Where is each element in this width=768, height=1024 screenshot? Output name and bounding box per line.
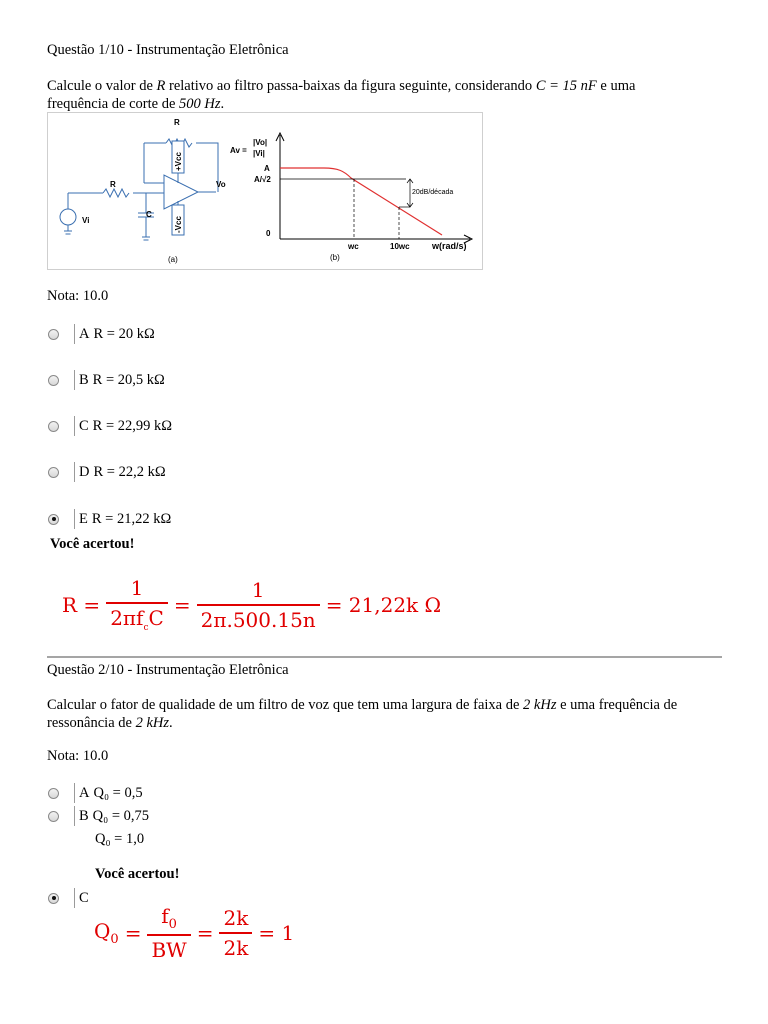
question-separator	[47, 656, 722, 658]
label-c: C	[146, 210, 152, 219]
question-2-option-a[interactable]: A Q₀ = 0,5	[48, 782, 143, 804]
radio-option-d[interactable]	[48, 467, 59, 478]
label-av: Av =	[230, 146, 247, 155]
q2-formula-fraction-2: $\frac{2k}{2k}$	[219, 906, 252, 960]
question-2-option-b[interactable]: B Q₀ = 0,75	[48, 805, 149, 827]
question-1-option-b[interactable]: B R = 20,5 kΩ	[48, 369, 165, 391]
caption-a: (a)	[168, 255, 178, 264]
option-d-text: R = 22,2 kΩ	[93, 463, 166, 480]
label-a: A	[264, 164, 270, 173]
response-curve	[280, 168, 442, 235]
question-2-hint: Q₀ = 1,0	[95, 831, 145, 847]
question-2-header: Questão 2/10 - Instrumentação Eletrônica	[47, 662, 289, 678]
option-b-text: R = 20,5 kΩ	[92, 371, 165, 388]
label-av-num: |Vo|	[253, 138, 268, 147]
radio-option-b[interactable]	[48, 375, 59, 386]
q2-option-b-text: Q₀ = 0,75	[92, 807, 150, 824]
question-1-nota: Nota: 10.0	[47, 288, 109, 304]
filter-figure-svg	[48, 113, 482, 269]
q2-option-a-text: Q₀ = 0,5	[93, 784, 143, 801]
question-1-option-a[interactable]: A R = 20 kΩ	[48, 323, 155, 345]
label-vo: Vo	[216, 180, 226, 189]
question-1-prompt: Calcule o valor de R relativo ao filtro passa-baixas da figura seguinte, considerando C = 15 nF e uma	[47, 78, 636, 94]
question-1-formula: R = $\frac{1}{2\pi f_cC}$ = $\frac{1}{2\pi.500.15n}$ = 21,22k Ω	[62, 576, 442, 633]
question-1-option-e[interactable]: E R = 21,22 kΩ	[48, 508, 171, 530]
radio-option-a[interactable]	[48, 329, 59, 340]
formula-fraction-2: $\frac{1}{2\pi.500.15n}$	[197, 578, 320, 632]
frequency-response-plot	[276, 133, 472, 243]
q2-formula-fraction-1: $\frac{f_0}{BW}$	[147, 904, 190, 962]
label-vcc-negative: -Vcc	[174, 216, 183, 233]
question-1-option-d[interactable]: D R = 22,2 kΩ	[48, 461, 166, 483]
question-2-formula: $Q_0$ = $\frac{f_0}{BW}$ = $\frac{2k}{2k}$ = 1	[94, 904, 295, 962]
label-x-axis: w(rad/s)	[432, 241, 467, 251]
label-zero: 0	[266, 229, 271, 238]
caption-b: (b)	[330, 253, 340, 262]
question-2-prompt: Calcular o fator de qualidade de um filtro de voz que tem uma largura de faixa de 2 kHz e uma frequência de	[47, 697, 678, 713]
label-av-den: |Vi|	[253, 149, 265, 158]
label-vcc-positive: +Vcc	[174, 152, 183, 171]
radio-q2-option-a[interactable]	[48, 788, 59, 799]
question-2-option-c[interactable]: C	[48, 887, 93, 909]
filter-figure	[47, 112, 483, 270]
label-wc: wc	[348, 242, 359, 251]
option-a-text: R = 20 kΩ	[93, 325, 155, 342]
question-1-feedback: Você acertou!	[50, 536, 135, 552]
radio-q2-option-b[interactable]	[48, 811, 59, 822]
radio-option-c[interactable]	[48, 421, 59, 432]
label-vi: Vi	[82, 216, 90, 225]
label-r-feedback: R	[174, 118, 180, 127]
label-a-root2: A/√2	[254, 175, 271, 184]
question-1-option-c[interactable]: C R = 22,99 kΩ	[48, 415, 172, 437]
plot-labels	[230, 138, 467, 262]
question-2-prompt-line2: ressonância de 2 kHz.	[47, 715, 173, 731]
question-2-nota: Nota: 10.0	[47, 748, 109, 764]
option-e-text: R = 21,22 kΩ	[91, 510, 172, 527]
label-slope: 20dB/década	[412, 189, 454, 196]
radio-option-e-selected[interactable]	[48, 514, 59, 525]
formula-fraction-1: $\frac{1}{2\pi f_cC}$	[106, 576, 168, 633]
question-2-feedback: Você acertou!	[95, 866, 180, 882]
question-1-prompt-line2: frequência de corte de 500 Hz.	[47, 96, 225, 112]
question-1-header: Questão 1/10 - Instrumentação Eletrônica	[47, 42, 289, 58]
label-10wc: 10wc	[390, 242, 410, 251]
radio-q2-option-c-selected[interactable]	[48, 893, 59, 904]
option-c-text: R = 22,99 kΩ	[92, 417, 173, 434]
label-r-input: R	[110, 180, 116, 189]
circuit-labels	[82, 118, 226, 264]
